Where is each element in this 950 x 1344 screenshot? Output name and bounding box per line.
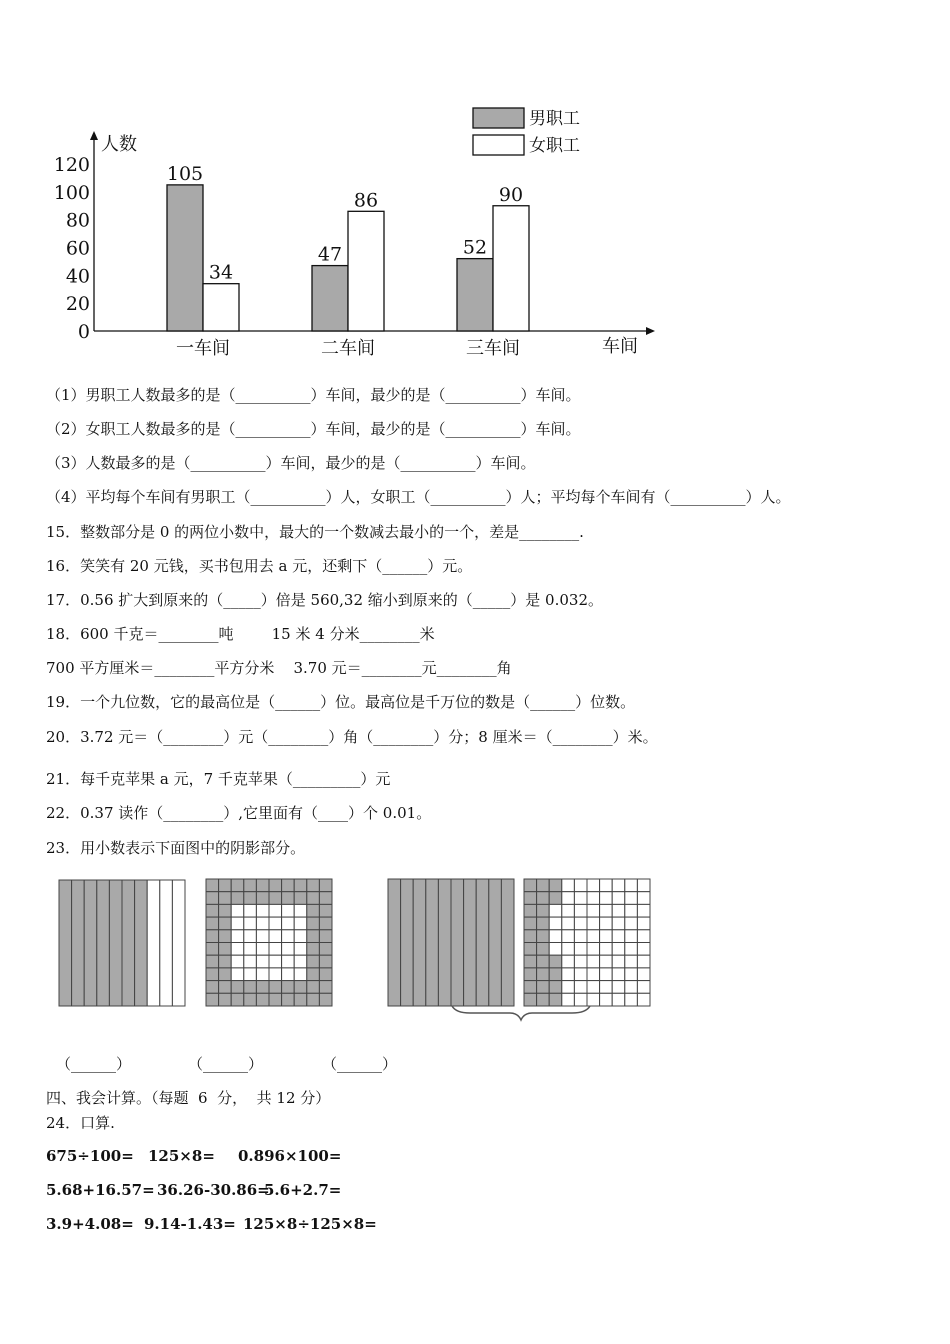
question-16: 16．笑笑有 20 元钱，买书包用去 a 元，还剩下（______）元。 (46, 557, 473, 575)
question-4: （4）平均每个车间有男职工（__________）人，女职工（__________）人；平均每个车间有（__________）人。 (46, 488, 791, 506)
question-23: 23．用小数表示下面图中的阴影部分。 (46, 839, 306, 857)
decimal-figures (0, 870, 950, 1030)
bar-value-label: 34 (208, 261, 234, 284)
question-20: 20．3.72 元＝（________）元（________）角（________）分；8 厘米＝（________）米。 (46, 728, 658, 746)
y-tick-label: 100 (53, 181, 90, 204)
figure-grid-ring (206, 879, 332, 1006)
question-18a: 18．600 千克＝________吨 15 米 4 分米________米 (46, 625, 435, 643)
figure-strips-7-of-10 (59, 880, 185, 1006)
y-tick-label: 80 (65, 209, 90, 232)
figure-grid-partial (524, 879, 650, 1006)
calc-item: 36.26-30.86= (157, 1181, 270, 1199)
question-21: 21．每千克苹果 a 元，7 千克苹果（_________）元 (46, 770, 391, 788)
calc-item: 9.14-1.43= (144, 1215, 236, 1233)
calc-item: 5.6+2.7= (264, 1181, 342, 1199)
x-axis-arrow (646, 327, 655, 335)
legend-label-male: 男职工 (529, 109, 580, 129)
y-tick-label: 120 (53, 154, 90, 176)
calc-item: 5.68+16.57= (46, 1181, 155, 1199)
brace (452, 1006, 590, 1020)
section-title: 四、我会计算。（每题 6 分， 共 12 分） (46, 1089, 331, 1107)
answer-blank-1[interactable]: （______） (56, 1055, 132, 1073)
bar-male (457, 259, 493, 331)
y-tick-label: 0 (77, 321, 90, 343)
legend-swatch-female (473, 135, 524, 155)
figure-strips-full (388, 879, 514, 1006)
bar-female (348, 211, 384, 331)
question-19: 19．一个九位数，它的最高位是（______）位。最高位是千万位的数是（______）位数。 (46, 693, 636, 711)
y-axis-arrow (90, 131, 98, 140)
bar-female (493, 206, 529, 331)
bar-male (312, 266, 348, 331)
calc-item: 675÷100= (46, 1147, 134, 1165)
question-18b: 700 平方厘米＝________平方分米 3.70 元＝________元________角 (46, 659, 512, 677)
bar-value-label: 86 (353, 189, 379, 212)
y-tick-label: 40 (65, 265, 90, 288)
x-axis-label: 车间 (602, 336, 638, 357)
x-category-label: 一车间 (176, 338, 230, 359)
y-axis-label: 人数 (101, 134, 137, 155)
calc-item: 125×8= (148, 1147, 215, 1165)
question-1: （1）男职工人数最多的是（__________）车间，最少的是（__________）车间。 (46, 386, 581, 404)
question-22: 22．0.37 读作（________）,它里面有（____）个 0.01。 (46, 804, 432, 822)
bar-value-label: 90 (498, 183, 524, 206)
bar-female (203, 284, 239, 331)
legend-label-female: 女职工 (529, 136, 580, 156)
legend-swatch-male (473, 108, 524, 128)
bar-value-label: 105 (166, 162, 204, 185)
calc-item: 3.9+4.08= (46, 1215, 134, 1233)
answer-blank-3[interactable]: （______） (322, 1055, 398, 1073)
bar-value-label: 52 (462, 236, 488, 259)
x-category-label: 二车间 (321, 338, 375, 359)
x-category-label: 三车间 (466, 338, 520, 359)
bar-chart (0, 0, 950, 370)
question-3: （3）人数最多的是（__________）车间，最少的是（__________）车间。 (46, 454, 536, 472)
question-17: 17．0.56 扩大到原来的（_____）倍是 560,32 缩小到原来的（_____）是 0.032。 (46, 591, 603, 609)
question-2: （2）女职工人数最多的是（__________）车间，最少的是（__________）车间。 (46, 420, 581, 438)
question-24: 24．口算. (46, 1114, 115, 1132)
answer-blank-2[interactable]: （______） (188, 1055, 264, 1073)
bar-male (167, 185, 203, 331)
calc-item: 125×8÷125×8= (243, 1215, 377, 1233)
y-tick-label: 60 (65, 237, 90, 260)
calc-item: 0.896×100= (238, 1147, 342, 1165)
bar-value-label: 47 (317, 243, 343, 266)
y-tick-label: 20 (65, 293, 90, 316)
question-15: 15．整数部分是 0 的两位小数中，最大的一个数减去最小的一个，差是________. (46, 523, 584, 541)
